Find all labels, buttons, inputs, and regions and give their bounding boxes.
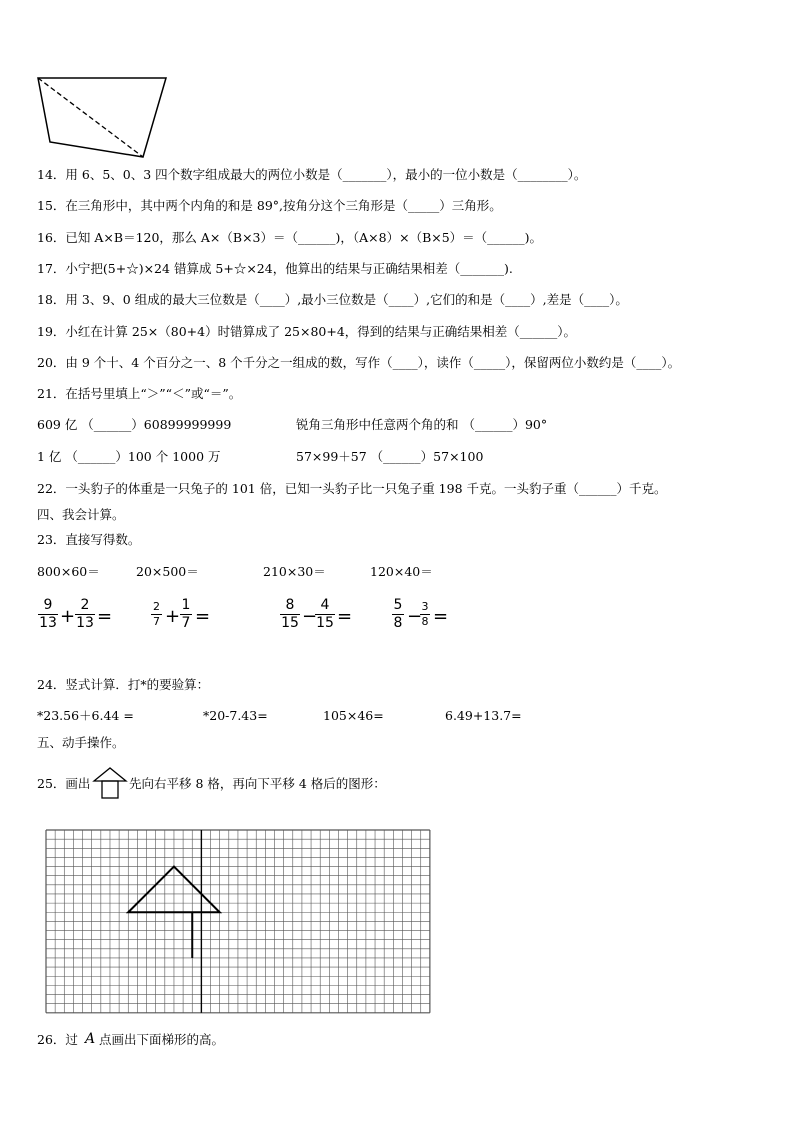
question-26-text: 点画出下面梯形的高。 [99, 1032, 225, 1047]
trapezoid-figure [30, 70, 175, 165]
fraction-3b: 4 15 [316, 597, 334, 631]
section-5-heading: 五、动手操作。 [37, 735, 125, 750]
fraction-4b: 3 8 [421, 600, 429, 628]
compare-item-c: 1 亿 （______）100 个 1000 万 [37, 449, 221, 464]
question-24: 24．竖式计算．打*的要验算： [37, 677, 210, 692]
fraction-2a: 2 7 [153, 600, 160, 628]
fraction-4-equals: = [433, 606, 449, 627]
fraction-3-operator: − [302, 606, 318, 627]
question-26-prefix: 26．过 [37, 1032, 78, 1047]
fraction-4a: 5 8 [393, 597, 403, 631]
question-23: 23．直接写得数。 [37, 532, 141, 547]
oral-calc-4: 120×40＝ [370, 564, 433, 579]
compare-item-b: 锐角三角形中任意两个角的和 （______）90° [296, 417, 548, 432]
fraction-3-equals: = [337, 606, 353, 627]
fraction-1-operator: + [60, 606, 76, 627]
fraction-1-equals: = [97, 606, 113, 627]
question-17: 17．小宁把(5+☆)×24 错算成 5+☆×24，他算出的结果与正确结果相差（_______). [37, 261, 513, 276]
vertical-calc-4: 6.49+13.7= [445, 708, 522, 723]
fraction-4-operator: − [407, 606, 423, 627]
question-21: 21．在括号里填上“＞”“＜”或“＝”。 [37, 386, 242, 401]
question-14: 14．用 6、5、0、3 四个数字组成最大的两位小数是（_______），最小的一位小数是（________）。 [37, 167, 587, 182]
point-a-label: A [85, 1031, 96, 1047]
oral-calc-3: 210×30＝ [263, 564, 326, 579]
fraction-2-equals: = [195, 606, 211, 627]
vertical-calc-3: 105×46= [323, 708, 384, 723]
house-shape-icon [92, 765, 130, 801]
fraction-2-operator: + [165, 606, 181, 627]
question-25-prefix: 25．画出 [37, 776, 91, 791]
fraction-1b: 2 13 [76, 597, 94, 631]
question-15: 15．在三角形中，其中两个内角的和是 89°,按角分这个三角形是（_____）三角形。 [37, 198, 502, 213]
fraction-2b: 1 7 [181, 597, 191, 631]
question-19: 19．小红在计算 25×（80+4）时错算成了 25×80+4，得到的结果与正确结果相差（______）。 [37, 324, 577, 339]
oral-calc-1: 800×60＝ [37, 564, 100, 579]
question-22: 22．一头豹子的体重是一只兔子的 101 倍，已知一头豹子比一只兔子重 198 千克。一头豹子重（______）千克。 [37, 481, 667, 496]
translation-grid [44, 828, 430, 1012]
vertical-calc-1: *23.56＋6.44 = [37, 708, 134, 723]
section-4-heading: 四、我会计算。 [37, 507, 125, 522]
fraction-3a: 8 15 [281, 597, 299, 631]
compare-item-a: 609 亿 （______）60899999999 [37, 417, 232, 432]
question-16: 16．已知 A×B＝120，那么 A×（B×3）＝（______)，（A×8）×（B×5）＝（______)。 [37, 230, 543, 245]
question-18: 18．用 3、9、0 组成的最大三位数是（____）,最小三位数是（____）,它们的和是（____）,差是（____）。 [37, 292, 628, 307]
question-25-text: 先向右平移 8 格，再向下平移 4 格后的图形： [129, 776, 386, 791]
question-20: 20．由 9 个十、4 个百分之一、8 个千分之一组成的数，写作（____），读作（_____），保留两位小数约是（____）。 [37, 355, 681, 370]
oral-calc-2: 20×500＝ [136, 564, 199, 579]
vertical-calc-2: *20-7.43= [203, 708, 268, 723]
compare-item-d: 57×99＋57 （______）57×100 [296, 449, 484, 464]
fraction-1a: 9 13 [39, 597, 57, 631]
